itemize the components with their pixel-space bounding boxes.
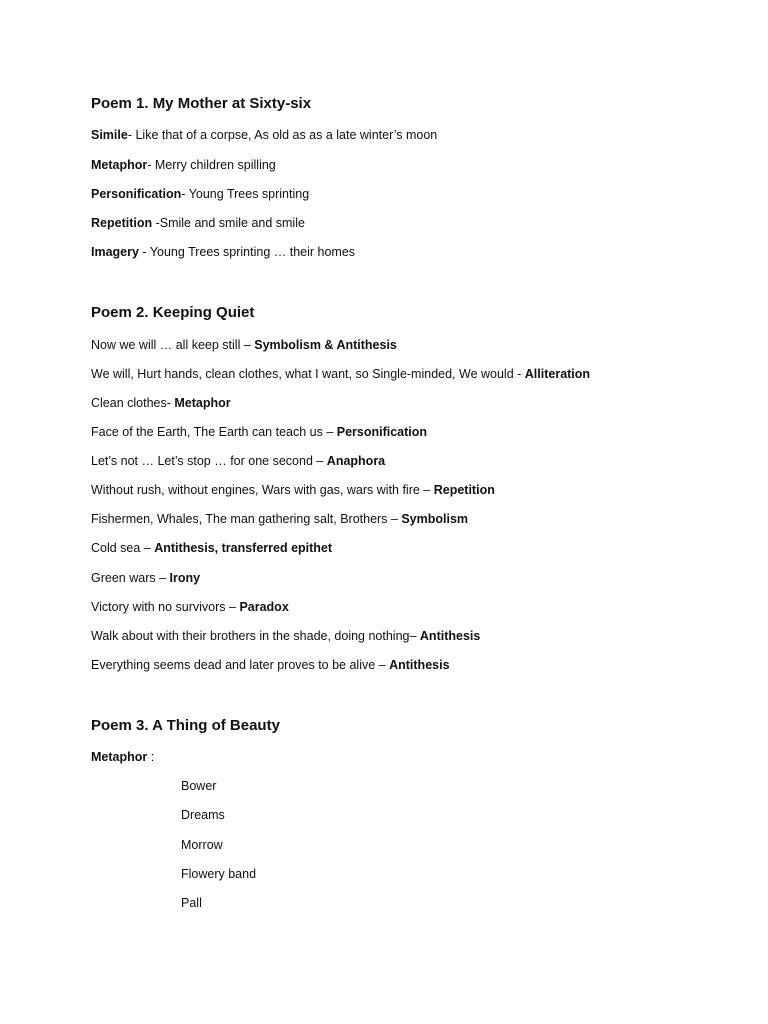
metaphor-list-item: Dreams <box>181 808 225 822</box>
poem1-title: Poem 1. My Mother at Sixty-six <box>91 95 312 112</box>
example-text: - Young Trees sprinting … their homes <box>138 245 356 259</box>
poem1-line-simile <box>91 127 437 143</box>
poem1-line-personification <box>91 186 309 202</box>
example-text: Fishermen, Whales, The man gathering salt, Brothers – <box>91 512 402 526</box>
device-term: Irony <box>169 571 201 585</box>
device-term: Personification <box>336 425 428 439</box>
example-text: Everything seems dead and later proves to be alive – <box>91 658 390 672</box>
poem2-line <box>91 570 200 586</box>
example-text: Without rush, without engines, Wars with gas, wars with fire – <box>91 483 434 497</box>
example-text: - Merry children spilling <box>147 158 276 172</box>
poem2-line <box>91 424 427 440</box>
device-term: Repetition <box>433 483 495 497</box>
device-term: Simile <box>91 128 128 142</box>
device-term: Antithesis, transferred epithet <box>154 541 333 555</box>
example-text: Let’s not … Let’s stop … for one second – <box>91 454 327 468</box>
device-term: Repetition <box>91 216 153 230</box>
poem2-line <box>91 540 332 556</box>
poem1-line-metaphor <box>91 157 276 173</box>
device-term: Metaphor <box>91 158 148 172</box>
example-text: Victory with no survivors – <box>91 600 240 614</box>
poem3-label <box>91 749 154 765</box>
metaphor-list-item: Pall <box>181 896 202 910</box>
poem2-line <box>91 599 289 615</box>
example-text: We will, Hurt hands, clean clothes, what I want, so Single-minded, We would - <box>91 367 525 381</box>
device-term: Imagery <box>91 245 139 259</box>
device-term: Antithesis <box>389 658 450 672</box>
poem2-line <box>91 453 385 469</box>
device-term: Personification <box>91 187 182 201</box>
device-term: Metaphor <box>174 396 231 410</box>
poem2-title: Poem 2. Keeping Quiet <box>91 304 255 321</box>
example-text: - Like that of a corpse, As old as as a late winter’s moon <box>127 128 438 142</box>
poem2-line <box>91 366 590 382</box>
example-text: Clean clothes- <box>91 396 175 410</box>
label-suffix: : <box>147 750 155 764</box>
example-text: Now we will … all keep still – <box>91 338 255 352</box>
poem2-line <box>91 628 480 644</box>
example-text: Face of the Earth, The Earth can teach us – <box>91 425 337 439</box>
metaphor-list-item: Flowery band <box>181 867 257 881</box>
device-term: Alliteration <box>524 367 591 381</box>
poem1-line-repetition <box>91 215 305 231</box>
poem2-line <box>91 395 231 411</box>
device-term: Symbolism <box>401 512 469 526</box>
example-text: - Young Trees sprinting <box>181 187 310 201</box>
example-text: Cold sea – <box>91 541 155 555</box>
device-term: Paradox <box>239 600 289 614</box>
device-term: Anaphora <box>326 454 386 468</box>
device-term: Metaphor <box>91 750 148 764</box>
poem2-line <box>91 482 495 498</box>
metaphor-list-item: Morrow <box>181 838 223 852</box>
poem3-title: Poem 3. A Thing of Beauty <box>91 717 280 734</box>
device-term: Symbolism & Antithesis <box>254 338 397 352</box>
poem2-line <box>91 657 450 673</box>
poem2-line <box>91 511 468 527</box>
metaphor-list-item: Bower <box>181 779 217 793</box>
poem2-line <box>91 337 397 353</box>
device-term: Antithesis <box>419 629 481 643</box>
example-text: Green wars – <box>91 571 170 585</box>
example-text: -Smile and smile and smile <box>152 216 305 230</box>
poem1-line-imagery <box>91 244 355 260</box>
example-text: Walk about with their brothers in the shade, doing nothing– <box>91 629 420 643</box>
